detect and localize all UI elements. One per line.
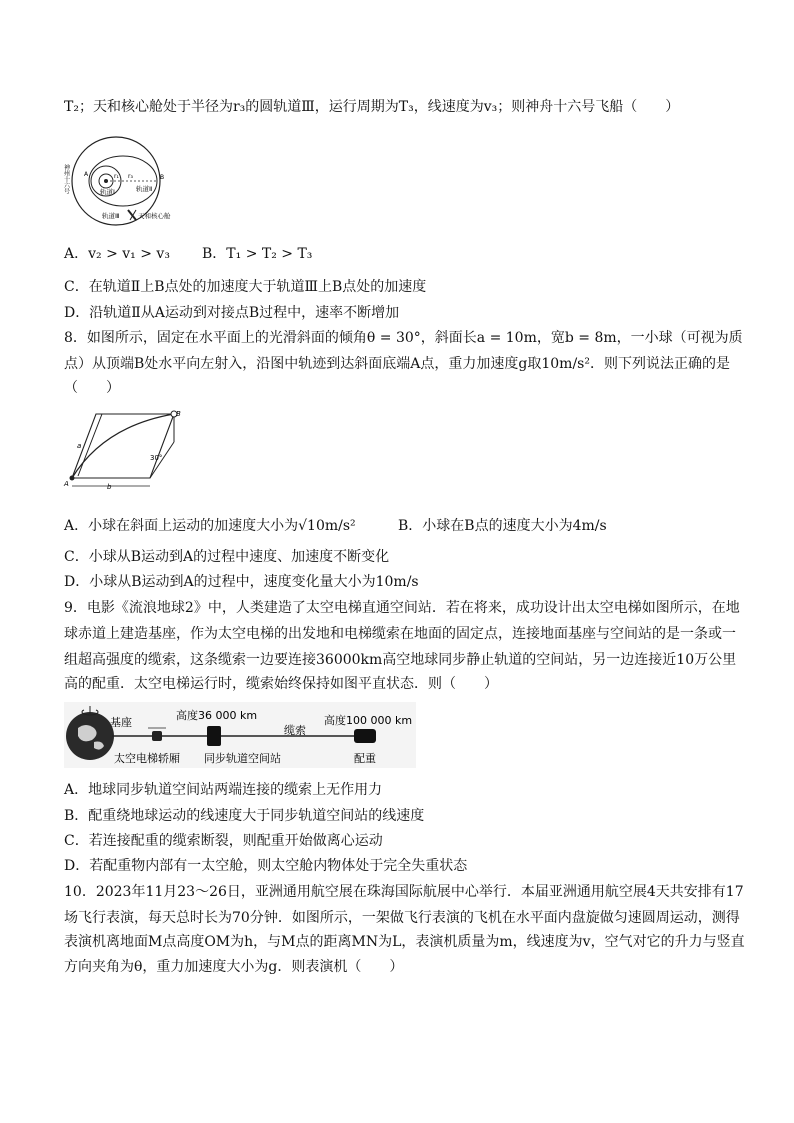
incline-inner-line [78,414,102,476]
q9-option-C: C．若连接配重的缆索断裂，则配重开始做离心运动 [64,833,383,849]
label-cable: 缆索 [284,724,306,737]
label-orbit3: 轨道Ⅲ [102,212,120,220]
label-A: A [84,171,89,178]
label-B: B [176,410,181,418]
q8-option-D: D．小球从B运动到A的过程中，速度变化量大小为10m/s [64,574,419,590]
label-a: a [77,442,82,450]
q8-option-B: B．小球在B点的速度大小为4m/s [398,518,607,534]
label-station: 天和核心舱 [138,212,171,220]
q7-option-A: A．v₂ > v₁ > v₃ [64,246,170,262]
q7-continuation-line: T₂；天和核心舱处于半径为r₃的圆轨道Ⅲ，运行周期为T₃，线速度为v₃；则神舟十六号飞船（ ） [64,99,680,115]
label-b: b [107,483,112,491]
q9-option-D: D．若配重物内部有一太空舱，则太空舱内物体处于完全失重状态 [64,858,468,874]
q8-stem-line-1: 8．如图所示，固定在水平面上的光滑斜面的倾角θ = 30°，斜面长a = 10m，宽b = 8m，一小球（可视为质 [64,330,743,346]
label-height-2: 高度100 000 km [324,714,413,727]
q10-stem-line-3: 表演机离地面M点高度OM为h，与M点的距离MN为L，表演机质量为m，线速度为v，空气对它的升力与竖直 [64,934,745,950]
q8-option-A: A．小球在斜面上运动的加速度大小为√10m/s² [64,518,356,534]
station-block [207,726,221,746]
q9-stem-line-4: 高的配重．太空电梯运行时，缆索始终保持如图平直状态．则（ ） [64,676,498,692]
counterweight-block [354,729,376,743]
q9-stem-line-1: 9．电影《流浪地球2》中，人类建造了太空电梯直通空间站．若在将来，成功设计出太空电梯如图所示，在地 [64,600,740,616]
orbit-figure [64,136,180,228]
elevator-car [152,731,162,741]
label-car: 太空电梯轿厢 [114,752,180,765]
label-angle: 30° [150,454,163,462]
q8-stem-line-3: （ ） [64,380,120,396]
label-r3: r₃ [128,173,133,180]
q10-stem-line-4: 方向夹角为θ，重力加速度大小为g．则表演机（ ） [64,959,404,975]
incline-figure [64,406,184,490]
label-height-1: 高度36 000 km [176,709,258,722]
incline-surface [72,414,174,478]
q9-option-A: A．地球同步轨道空间站两端连接的缆索上无作用力 [64,782,383,798]
label-station: 同步轨道空间站 [204,752,281,765]
q7-option-D: D．沿轨道Ⅱ从A运动到对接点B过程中，速率不断增加 [64,305,400,321]
label-A: A [64,480,69,488]
station-icon [128,210,136,220]
label-weight: 配重 [354,752,376,765]
trajectory-curve [72,414,174,478]
q8-stem-line-2: 点）从顶端B处水平向左射入，沿图中轨迹到达斜面底端A点，重力加速度g取10m/s²．则下列说法正确的是 [64,356,730,372]
q8-option-C: C．小球从B运动到A的过程中速度、加速度不断变化 [64,549,390,565]
space-elevator-figure [64,702,416,768]
q10-stem-line-2: 场飞行表演，每天总时长为70分钟．如图所示，一架做飞行表演的飞机在水平面内盘旋做匀速圆周运动，测得 [64,910,740,926]
label-base: 基座 [110,716,132,729]
ship-label: 神州十六号 [62,164,70,194]
q10-stem-line-1: 10．2023年11月23～26日，亚洲通用航空展在珠海国际航展中心举行．本届亚洲通用航空展4天共安排有17 [64,884,744,900]
q9-stem-line-3: 组超高强度的缆索，这条缆索一边要连接36000km高空地球同步静止轨道的空间站，另一边连接近10万公里 [64,652,737,668]
q9-stem-line-2: 球赤道上建造基座，作为太空电梯的出发地和电梯缆索在地面的固定点，连接地面基座与空间站的是一条或一 [64,626,736,642]
label-B: B [160,174,165,181]
q7-option-C: C．在轨道Ⅱ上B点处的加速度大于轨道Ⅲ上B点处的加速度 [64,279,427,295]
label-orbit1: 轨道Ⅰ [100,188,115,196]
q7-option-B: B．T₁ > T₂ > T₃ [202,246,313,262]
q9-option-B: B．配重绕地球运动的线速度大于同步轨道空间站的线速度 [64,808,425,824]
label-orbit2: 轨道Ⅱ [136,185,153,193]
label-r1: r₁ [114,173,119,180]
point-A [70,476,75,481]
